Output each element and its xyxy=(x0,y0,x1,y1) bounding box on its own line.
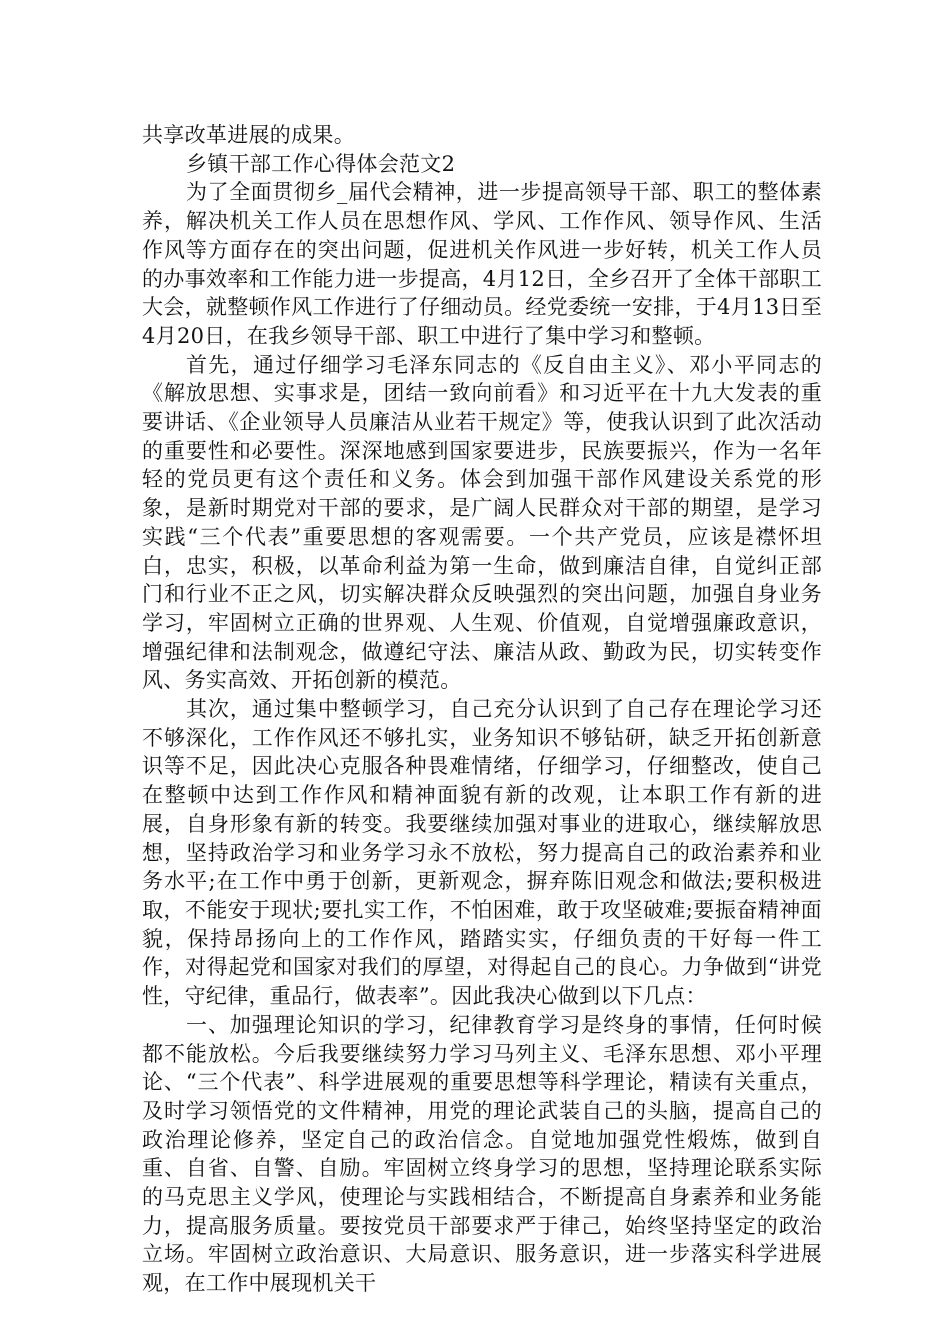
section-title: 乡镇干部工作心得体会范文2 xyxy=(186,151,456,176)
paragraph-3: 首先，通过仔细学习毛泽东同志的《反自由主义》、邓小平同志的《解放思想、实事求是，团结一致向前看》和习近平在十九大发表的重要讲话、《企业领导人员廉洁从业若干规定》等，使我认识到了此次活动的重要性和必要性。深深地感到国家要进步，民族要振兴，作为一名年轻的党员更有这个责任和义务。体会到加强干部作风建设关系党的形象，是新时期党对干部的要求，是广阔人民群众对干部的期望，是学习实践“三个代表”重要思想的客观需要。一个共产党员，应该是襟怀坦白，忠实，积极，以革命利益为第一生命，做到廉洁自律，自觉纠正部门和行业不正之风，切实解决群众反映强烈的突出问题，加强自身业务学习，牢固树立正确的世界观、人生观、价值观，自觉增强廉政意识，增强纪律和法制观念，做遵纪守法、廉洁从政、勤政为民，切实转变作风、务实高效、开拓创新的模范。 xyxy=(142,352,822,693)
paragraph-5: 一、加强理论知识的学习，纪律教育学习是终身的事情，任何时候都不能放松。今后我要继续努力学习马列主义、毛泽东思想、邓小平理论、“三个代表”、科学进展观的重要思想等科学理论，精读有关重点，及时学习领悟党的文件精神，用党的理论武装自己的头脑，提高自己的政治理论修养，坚定自己的政治信念。自觉地加强党性煅炼，做到自重、自省、自警、自励。牢固树立终身学习的思想，坚持理论联系实际的马克思主义学风，使理论与实践相结合，不断提高自身素养和业务能力，提高服务质量。要按党员干部要求严于律己，始终坚持坚定的政治立场。牢固树立政治意识、大局意识、服务意识，进一步落实科学进展观，在工作中展现机关干 xyxy=(142,1012,822,1296)
document-page xyxy=(142,121,822,1298)
paragraph-1: 共享改革进展的成果。 xyxy=(142,123,355,147)
paragraph-2: 为了全面贯彻乡_届代会精神，进一步提高领导干部、职工的整体素养，解决机关工作人员在思想作风、学风、工作作风、领导作风、生活作风等方面存在的突出问题，促进机关作风进一步好转，机关工作人员的办事效率和工作能力进一步提高，4月12日，全乡召开了全体干部职工大会，就整顿作风工作进行了仔细动员。经党委统一安排，于4月13日至4月20日，在我乡领导干部、职工中进行了集中学习和整顿。 xyxy=(142,180,822,348)
paragraph-4: 其次，通过集中整顿学习，自己充分认识到了自己存在理论学习还不够深化，工作作风还不够扎实，业务知识不够钻研，缺乏开拓创新意识等不足，因此决心克服各种畏难情绪，仔细学习，仔细整改，使自己在整顿中达到工作作风和精神面貌有新的改观，让本职工作有新的进展，自身形象有新的转变。我要继续加强对事业的进取心，继续解放思想，坚持政治学习和业务学习永不放松，努力提高自己的政治素养和业务水平;在工作中勇于创新，更新观念，摒弃陈旧观念和做法;要积极进取，不能安于现状;要扎实工作，不怕困难，敢于攻坚破难;要振奋精神面貌，保持昂扬向上的工作作风，踏踏实实，仔细负责的干好每一件工作，对得起党和国家对我们的厚望，对得起自己的良心。力争做到“讲党性，守纪律，重品行，做表率”。因此我决心做到以下几点： xyxy=(142,697,822,1009)
